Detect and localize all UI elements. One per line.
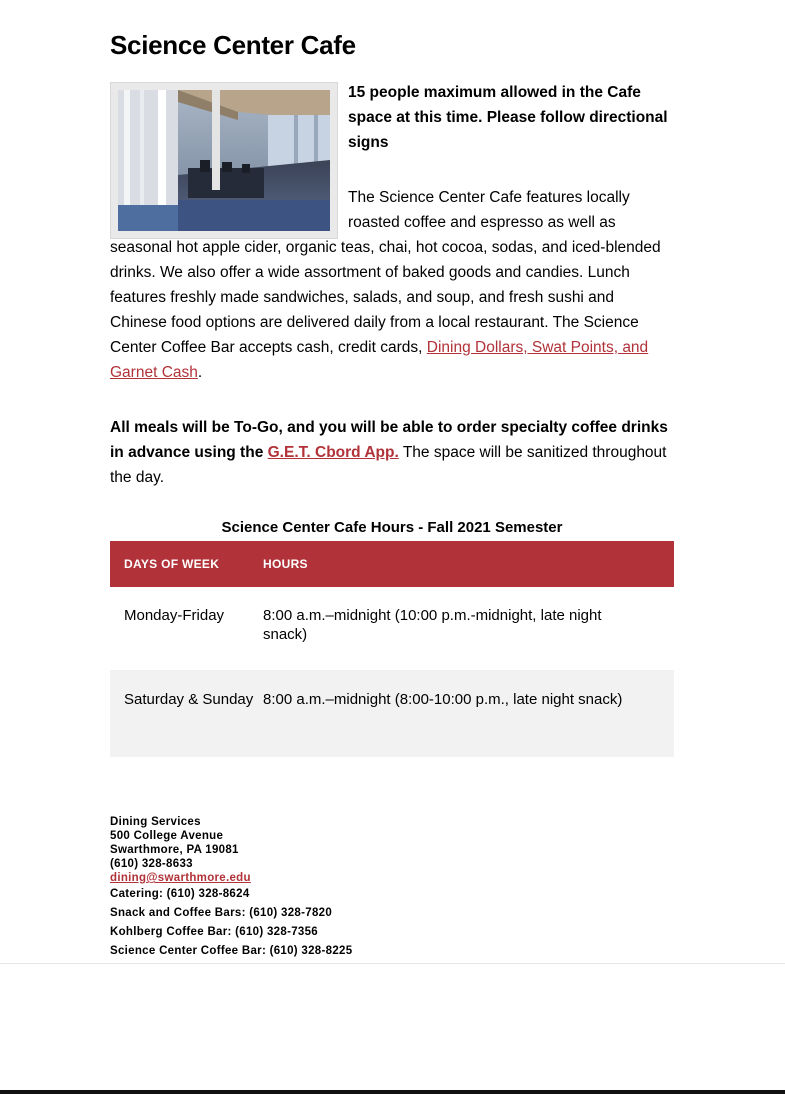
footer-snack-bars: Snack and Coffee Bars: (610) 328-7820: [110, 907, 333, 919]
footer-org-name: Dining Services: [110, 816, 201, 828]
meals-rest-text: The space will be sanitized throughout the day.: [110, 444, 667, 486]
payment-options-link[interactable]: Dining Dollars, Swat Points, and Garnet Cash: [110, 339, 649, 381]
row-days: Saturday & Sunday: [124, 691, 254, 708]
description-period: .: [197, 364, 203, 381]
footer-city: Swarthmore, PA 19081: [110, 844, 239, 856]
footer-kohlberg: Kohlberg Coffee Bar: (610) 328-7356: [110, 926, 318, 938]
get-cbord-app-link[interactable]: G.E.T. Cbord App.: [267, 444, 399, 461]
capacity-notice: 15 people maximum allowed in the Cafe space at this time. Please follow directional signs: [348, 84, 668, 151]
meals-bold-text: All meals will be To-Go, and you will be able to order specialty coffee drinks in advance using the: [110, 419, 668, 461]
meals-paragraph: [110, 415, 674, 490]
footer-science-center: Science Center Coffee Bar: (610) 328-8225: [110, 945, 353, 957]
footer-street: 500 College Avenue: [110, 830, 224, 842]
page-title: Science Center Cafe: [110, 30, 356, 60]
footer-phone: (610) 328-8633: [110, 858, 193, 870]
footer-divider: [0, 963, 785, 964]
row-days: Monday-Friday: [124, 607, 225, 624]
meals-section: [110, 415, 674, 490]
hours-table-title: Science Center Cafe Hours - Fall 2021 Semester: [221, 519, 563, 536]
header-days-of-week: DAYS OF WEEK: [124, 557, 220, 571]
hours-table: [110, 541, 674, 757]
row-hours: 8:00 a.m.–midnight (8:00-10:00 p.m., late night snack): [263, 691, 623, 708]
header-hours: HOURS: [263, 557, 308, 571]
intro-section: [110, 80, 674, 385]
hours-table-header: [110, 541, 674, 587]
bottom-bar: [0, 1090, 785, 1094]
footer-email-link[interactable]: dining@swarthmore.edu: [110, 872, 251, 884]
table-row: [110, 670, 674, 757]
row-hours: 8:00 a.m.–midnight (10:00 p.m.-midnight, late night snack): [263, 607, 602, 643]
table-row: [110, 587, 674, 670]
description-text: The Science Center Cafe features locally roasted coffee and espresso as well as seasonal hot apple cider, organic teas, chai, hot cocoa, sodas, and iced-blended drinks. We also offer a wide assortment of baked goods and candies. Lunch features freshly made sandwiches, salads, and soup, and fresh sushi and Chinese food options are delivered daily from a local restaurant. The Science Center Coffee Bar accepts cash, credit cards,: [110, 189, 661, 356]
footer-contact: [110, 815, 352, 961]
footer-catering: Catering: (610) 328-8624: [110, 888, 250, 900]
